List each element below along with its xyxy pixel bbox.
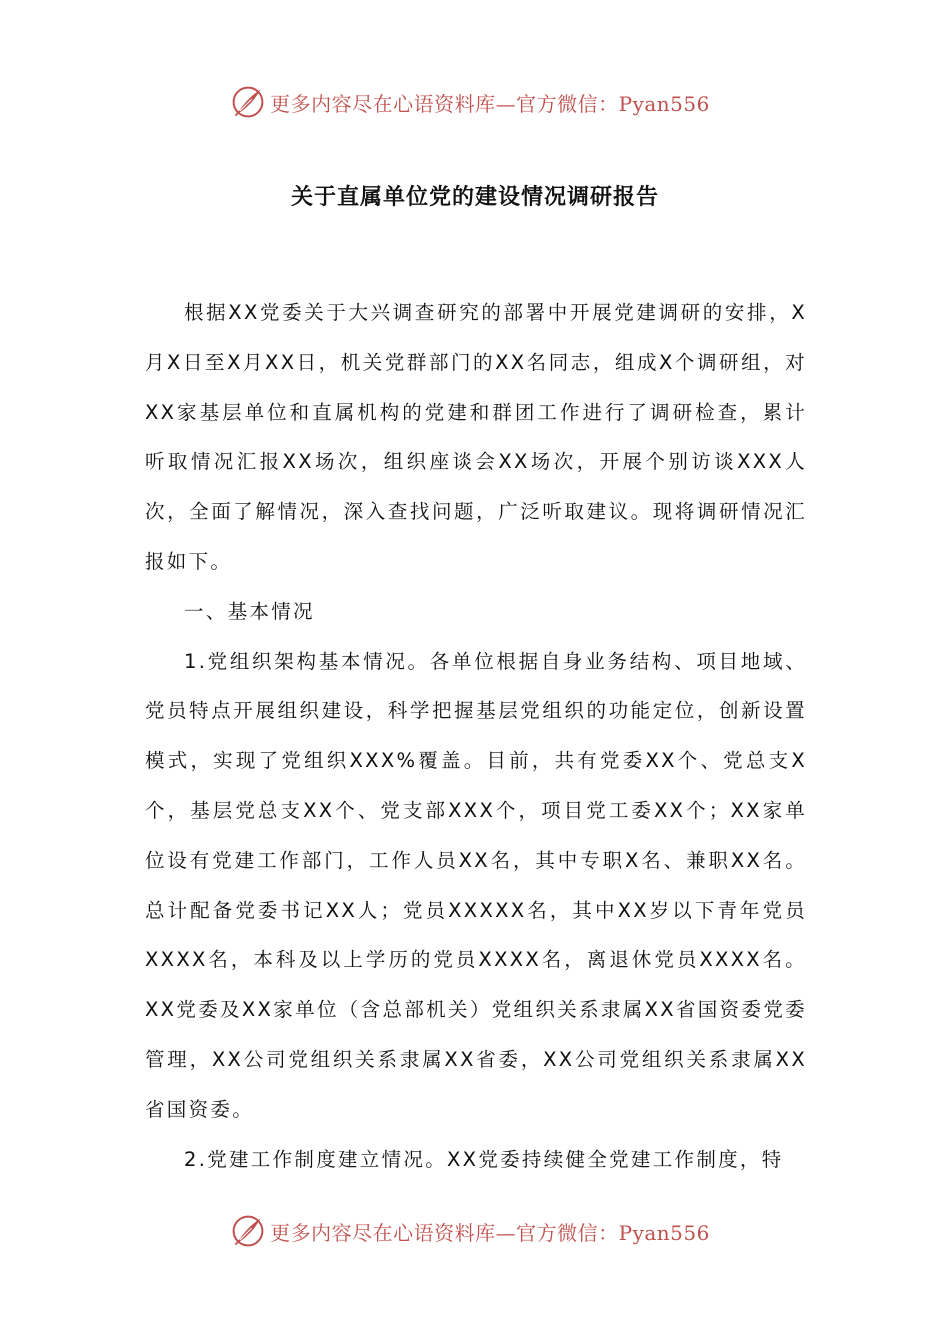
feather-pen-logo-icon [230,84,266,120]
footer-watermark [0,1211,950,1251]
watermark-group [230,1213,710,1249]
watermark-text: 更多内容尽在心语资料库—官方微信：Pyan556 [270,1220,710,1245]
paragraph-intro: 根据XX党委关于大兴调查研究的部署中开展党建调研的安排，X月X日至X月XX日，机关党群部门的XX名同志，组成X个调研组，对XX家基层单位和直属机构的党建和群团工作进行了调研检查，累计听取情况汇报XX场次，组织座谈会XX场次，开展个别访谈XXX人次，全面了解情况，深入查找问题，广泛听取建议。现将调研情况汇报如下。 [145,301,807,573]
section-heading-basic-situation: 一、基本情况 [184,599,315,623]
header-watermark [0,82,950,122]
document-title: 关于直属单位党的建设情况调研报告 [290,185,659,210]
paragraph-party-building-system: 2.党建工作制度建立情况。XX党委持续健全党建工作制度，特 [184,1147,784,1171]
paragraph-party-organization-structure: 1.党组织架构基本情况。各单位根据自身业务结构、项目地域、党员特点开展组织建设，科学把握基层党组织的功能定位，创新设置模式，实现了党组织XXX%覆盖。目前，共有党委XX个、党总支X个，基层党总支XX个、党支部XXX个，项目党工委XX个；XX家单位设有党建工作部门，工作人员XX名，其中专职X名、兼职XX名。总计配备党委书记XX人；党员XXXXX名，其中XX岁以下青年党员XXXX名，本科及以上学历的党员XXXX名，离退休党员XXXX名。XX党委及XX家单位（含总部机关）党组织关系隶属XX省国资委党委管理，XX公司党组织关系隶属XX省委，XX公司党组织关系隶属XX省国资委。 [145,649,807,1121]
document-body [145,288,807,1184]
watermark-group [230,84,710,120]
feather-pen-logo-icon [230,1213,266,1249]
watermark-text: 更多内容尽在心语资料库—官方微信：Pyan556 [270,91,710,116]
